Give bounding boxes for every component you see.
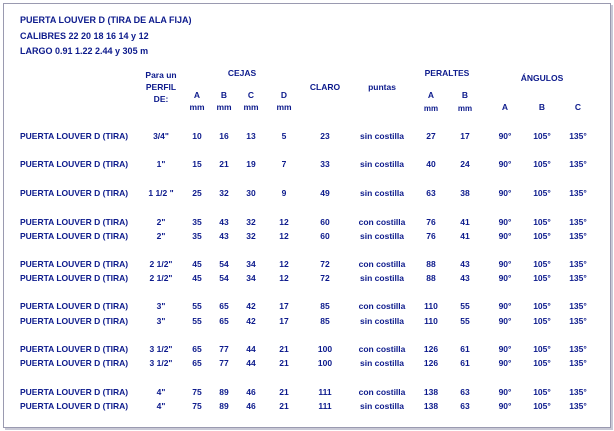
peraltes-b-unit: mm xyxy=(457,104,473,113)
peraltes-a-label: A xyxy=(427,90,435,100)
cell-ceja-c: 34 xyxy=(246,259,256,269)
cell-angulo-b: 105° xyxy=(533,131,551,141)
cell-angulo-a: 90° xyxy=(498,344,512,354)
cejas-header: CEJAS xyxy=(227,68,257,78)
cell-peralte-a: 110 xyxy=(424,301,438,311)
cell-claro: 85 xyxy=(320,301,330,311)
cell-angulo-a: 90° xyxy=(498,131,512,141)
cell-ceja-a: 35 xyxy=(192,217,202,227)
cell-angulo-b: 105° xyxy=(533,159,551,169)
cell-angulo-b: 105° xyxy=(533,401,551,411)
cell-angulo-a: 90° xyxy=(498,231,512,241)
cell-ceja-a: 10 xyxy=(192,131,202,141)
cell-claro: 60 xyxy=(320,231,330,241)
cell-angulo-a: 90° xyxy=(498,301,512,311)
cell-claro: 111 xyxy=(318,387,332,397)
cell-ceja-a: 35 xyxy=(192,231,202,241)
cell-peralte-a: 110 xyxy=(424,316,438,326)
perfil-header-1: Para un xyxy=(145,70,177,80)
cell-puntas: sin costilla xyxy=(360,159,404,169)
cell-angulo-a: 90° xyxy=(498,316,512,326)
cell-ceja-a: 15 xyxy=(192,159,202,169)
cell-peralte-b: 41 xyxy=(460,231,470,241)
cell-ceja-c: 44 xyxy=(246,344,256,354)
cell-angulo-c: 135° xyxy=(569,344,587,354)
cell-ceja-c: 42 xyxy=(246,301,256,311)
peraltes-b-label: B xyxy=(461,90,469,100)
cell-peralte-a: 88 xyxy=(426,273,436,283)
cell-ceja-d: 21 xyxy=(279,401,289,411)
cell-puntas: sin costilla xyxy=(360,131,404,141)
cell-peralte-a: 76 xyxy=(426,231,436,241)
cell-angulo-c: 135° xyxy=(569,159,587,169)
cell-angulo-c: 135° xyxy=(569,131,587,141)
cell-product: PUERTA LOUVER D (TIRA) xyxy=(20,301,129,311)
cell-ceja-b: 32 xyxy=(219,188,229,198)
cell-peralte-b: 43 xyxy=(460,259,470,269)
cell-puntas: con costilla xyxy=(358,301,406,311)
cell-ceja-a: 75 xyxy=(192,401,202,411)
cell-ceja-a: 25 xyxy=(192,188,202,198)
cell-ceja-d: 21 xyxy=(279,358,289,368)
cell-ceja-c: 32 xyxy=(246,217,256,227)
cell-angulo-c: 135° xyxy=(569,301,587,311)
cell-peralte-b: 24 xyxy=(460,159,470,169)
cell-angulo-c: 135° xyxy=(569,188,587,198)
cell-claro: 60 xyxy=(320,217,330,227)
cell-angulo-a: 90° xyxy=(498,273,512,283)
cell-puntas: con costilla xyxy=(358,217,406,227)
cell-ceja-d: 12 xyxy=(279,259,289,269)
cell-perfil: 4" xyxy=(156,387,166,397)
cell-angulo-a: 90° xyxy=(498,188,512,198)
cell-peralte-b: 63 xyxy=(460,387,470,397)
cell-angulo-c: 135° xyxy=(569,259,587,269)
cell-angulo-b: 105° xyxy=(533,217,551,227)
cell-ceja-a: 45 xyxy=(192,259,202,269)
cell-ceja-c: 32 xyxy=(246,231,256,241)
cell-ceja-c: 13 xyxy=(246,131,256,141)
cell-angulo-b: 105° xyxy=(533,301,551,311)
cell-perfil: 4" xyxy=(156,401,166,411)
cell-angulo-c: 135° xyxy=(569,273,587,283)
cejas-a-unit: mm xyxy=(189,102,205,112)
cell-ceja-c: 46 xyxy=(246,387,256,397)
cell-angulo-c: 135° xyxy=(569,217,587,227)
cell-ceja-b: 77 xyxy=(219,358,229,368)
cell-claro: 100 xyxy=(317,344,333,354)
cell-claro: 85 xyxy=(320,316,330,326)
cell-peralte-a: 63 xyxy=(426,188,436,198)
cell-ceja-c: 44 xyxy=(246,358,256,368)
cell-ceja-a: 65 xyxy=(192,358,202,368)
cell-angulo-c: 135° xyxy=(569,231,587,241)
cell-ceja-b: 43 xyxy=(219,231,229,241)
cell-peralte-b: 55 xyxy=(460,301,470,311)
cell-perfil: 2 1/2" xyxy=(149,273,173,283)
cell-product: PUERTA LOUVER D (TIRA) xyxy=(20,387,129,397)
cell-puntas: sin costilla xyxy=(360,273,404,283)
cell-peralte-a: 126 xyxy=(423,358,439,368)
cejas-a-label: A xyxy=(193,90,201,100)
cell-angulo-b: 105° xyxy=(533,188,551,198)
cell-ceja-d: 12 xyxy=(279,273,289,283)
cejas-c-unit: mm xyxy=(243,102,259,112)
cell-product: PUERTA LOUVER D (TIRA) xyxy=(20,358,129,368)
cell-peralte-a: 138 xyxy=(423,401,439,411)
cell-claro: 100 xyxy=(317,358,333,368)
cell-product: PUERTA LOUVER D (TIRA) xyxy=(20,231,129,241)
title-line-1: PUERTA LOUVER D (TIRA DE ALA FIJA) xyxy=(20,15,192,25)
cell-angulo-a: 90° xyxy=(498,159,512,169)
cell-peralte-b: 38 xyxy=(460,188,470,198)
cell-puntas: con costilla xyxy=(358,344,406,354)
cejas-b-unit: mm xyxy=(216,102,232,112)
peraltes-a-unit: mm xyxy=(423,104,439,113)
cell-ceja-a: 65 xyxy=(192,344,202,354)
cell-claro: 33 xyxy=(320,159,330,169)
cell-perfil: 3" xyxy=(156,301,166,311)
cell-angulo-a: 90° xyxy=(498,401,512,411)
title-line-2: CALIBRES 22 20 18 16 14 y 12 xyxy=(20,31,149,41)
cell-ceja-d: 21 xyxy=(279,387,289,397)
cell-claro: 111 xyxy=(318,401,332,411)
cell-puntas: sin costilla xyxy=(360,231,404,241)
cell-ceja-c: 46 xyxy=(246,401,256,411)
puntas-header: puntas xyxy=(368,82,396,92)
cell-perfil: 2" xyxy=(156,231,166,241)
cell-puntas: sin costilla xyxy=(360,188,404,198)
cell-claro: 49 xyxy=(320,188,330,198)
cell-ceja-c: 42 xyxy=(246,316,256,326)
cell-angulo-c: 135° xyxy=(569,316,587,326)
cell-ceja-b: 65 xyxy=(219,301,229,311)
cell-peralte-a: 40 xyxy=(426,159,436,169)
cell-ceja-a: 55 xyxy=(192,316,202,326)
cell-angulo-a: 90° xyxy=(498,387,512,397)
cell-ceja-b: 54 xyxy=(219,273,229,283)
cell-ceja-a: 45 xyxy=(192,273,202,283)
cell-ceja-b: 77 xyxy=(219,344,229,354)
cell-peralte-b: 43 xyxy=(460,273,470,283)
cell-product: PUERTA LOUVER D (TIRA) xyxy=(20,188,129,198)
claro-header: CLARO xyxy=(309,82,341,92)
cell-product: PUERTA LOUVER D (TIRA) xyxy=(20,131,129,141)
cell-ceja-b: 16 xyxy=(219,131,229,141)
cell-product: PUERTA LOUVER D (TIRA) xyxy=(20,316,129,326)
cell-claro: 23 xyxy=(320,131,330,141)
cell-puntas: con costilla xyxy=(358,259,406,269)
cell-product: PUERTA LOUVER D (TIRA) xyxy=(20,344,129,354)
cell-angulo-b: 105° xyxy=(533,344,551,354)
cell-ceja-d: 12 xyxy=(279,231,289,241)
angulos-header: ÁNGULOS xyxy=(520,73,564,83)
cell-ceja-c: 19 xyxy=(246,159,256,169)
cell-product: PUERTA LOUVER D (TIRA) xyxy=(20,401,129,411)
cell-perfil: 1" xyxy=(156,159,166,169)
cell-perfil: 2" xyxy=(156,217,166,227)
cell-peralte-b: 41 xyxy=(460,217,470,227)
angulos-a-label: A xyxy=(501,102,509,112)
cell-peralte-a: 126 xyxy=(423,344,439,354)
cell-peralte-b: 61 xyxy=(460,358,470,368)
cell-perfil: 3/4" xyxy=(153,131,169,141)
cell-ceja-b: 21 xyxy=(219,159,229,169)
cell-ceja-d: 17 xyxy=(279,316,289,326)
cell-angulo-b: 105° xyxy=(533,358,551,368)
cejas-c-label: C xyxy=(247,90,255,100)
cell-perfil: 3" xyxy=(156,316,166,326)
cell-puntas: sin costilla xyxy=(360,401,404,411)
cell-product: PUERTA LOUVER D (TIRA) xyxy=(20,259,129,269)
cell-ceja-c: 30 xyxy=(246,188,256,198)
cell-peralte-a: 138 xyxy=(423,387,439,397)
cejas-d-label: D xyxy=(280,90,288,100)
cell-peralte-b: 61 xyxy=(460,344,470,354)
cell-puntas: sin costilla xyxy=(360,316,404,326)
cell-ceja-d: 21 xyxy=(279,344,289,354)
cell-ceja-d: 5 xyxy=(281,131,287,141)
cell-peralte-a: 88 xyxy=(426,259,436,269)
cell-product: PUERTA LOUVER D (TIRA) xyxy=(20,159,129,169)
cell-puntas: con costilla xyxy=(358,387,406,397)
cell-angulo-c: 135° xyxy=(569,401,587,411)
cell-ceja-b: 89 xyxy=(219,387,229,397)
cell-angulo-a: 90° xyxy=(498,358,512,368)
cell-peralte-a: 27 xyxy=(426,131,436,141)
cell-perfil: 3 1/2" xyxy=(149,358,173,368)
cell-ceja-a: 55 xyxy=(192,301,202,311)
cell-claro: 72 xyxy=(320,273,330,283)
cell-ceja-b: 65 xyxy=(219,316,229,326)
cell-angulo-c: 135° xyxy=(569,387,587,397)
cell-ceja-b: 43 xyxy=(219,217,229,227)
cejas-d-unit: mm xyxy=(276,102,292,112)
cell-ceja-c: 34 xyxy=(246,273,256,283)
cell-angulo-b: 105° xyxy=(533,387,551,397)
cell-peralte-a: 76 xyxy=(426,217,436,227)
cell-angulo-b: 105° xyxy=(533,316,551,326)
cell-peralte-b: 17 xyxy=(460,131,470,141)
cell-peralte-b: 55 xyxy=(460,316,470,326)
title-line-3: LARGO 0.91 1.22 2.44 y 305 m xyxy=(20,46,149,56)
cell-ceja-b: 54 xyxy=(219,259,229,269)
cell-perfil: 2 1/2" xyxy=(149,259,173,269)
cell-angulo-a: 90° xyxy=(498,217,512,227)
cell-angulo-b: 105° xyxy=(533,273,551,283)
peraltes-header: PERALTES xyxy=(424,68,470,78)
perfil-header-3: DE: xyxy=(153,94,169,104)
cell-ceja-d: 17 xyxy=(279,301,289,311)
cell-angulo-b: 105° xyxy=(533,231,551,241)
cell-angulo-c: 135° xyxy=(569,358,587,368)
angulos-c-label: C xyxy=(574,102,582,112)
perfil-header-2: PERFIL xyxy=(145,82,177,92)
angulos-b-label: B xyxy=(538,102,546,112)
cell-product: PUERTA LOUVER D (TIRA) xyxy=(20,273,129,283)
cell-angulo-b: 105° xyxy=(533,259,551,269)
cell-ceja-d: 9 xyxy=(281,188,287,198)
cell-puntas: sin costilla xyxy=(360,358,404,368)
cell-angulo-a: 90° xyxy=(498,259,512,269)
cell-peralte-b: 63 xyxy=(460,401,470,411)
cell-ceja-d: 12 xyxy=(279,217,289,227)
cell-perfil: 1 1/2 " xyxy=(148,188,174,198)
cejas-b-label: B xyxy=(220,90,228,100)
cell-perfil: 3 1/2" xyxy=(149,344,173,354)
cell-ceja-b: 89 xyxy=(219,401,229,411)
cell-ceja-d: 7 xyxy=(281,159,287,169)
cell-claro: 72 xyxy=(320,259,330,269)
cell-product: PUERTA LOUVER D (TIRA) xyxy=(20,217,129,227)
cell-ceja-a: 75 xyxy=(192,387,202,397)
